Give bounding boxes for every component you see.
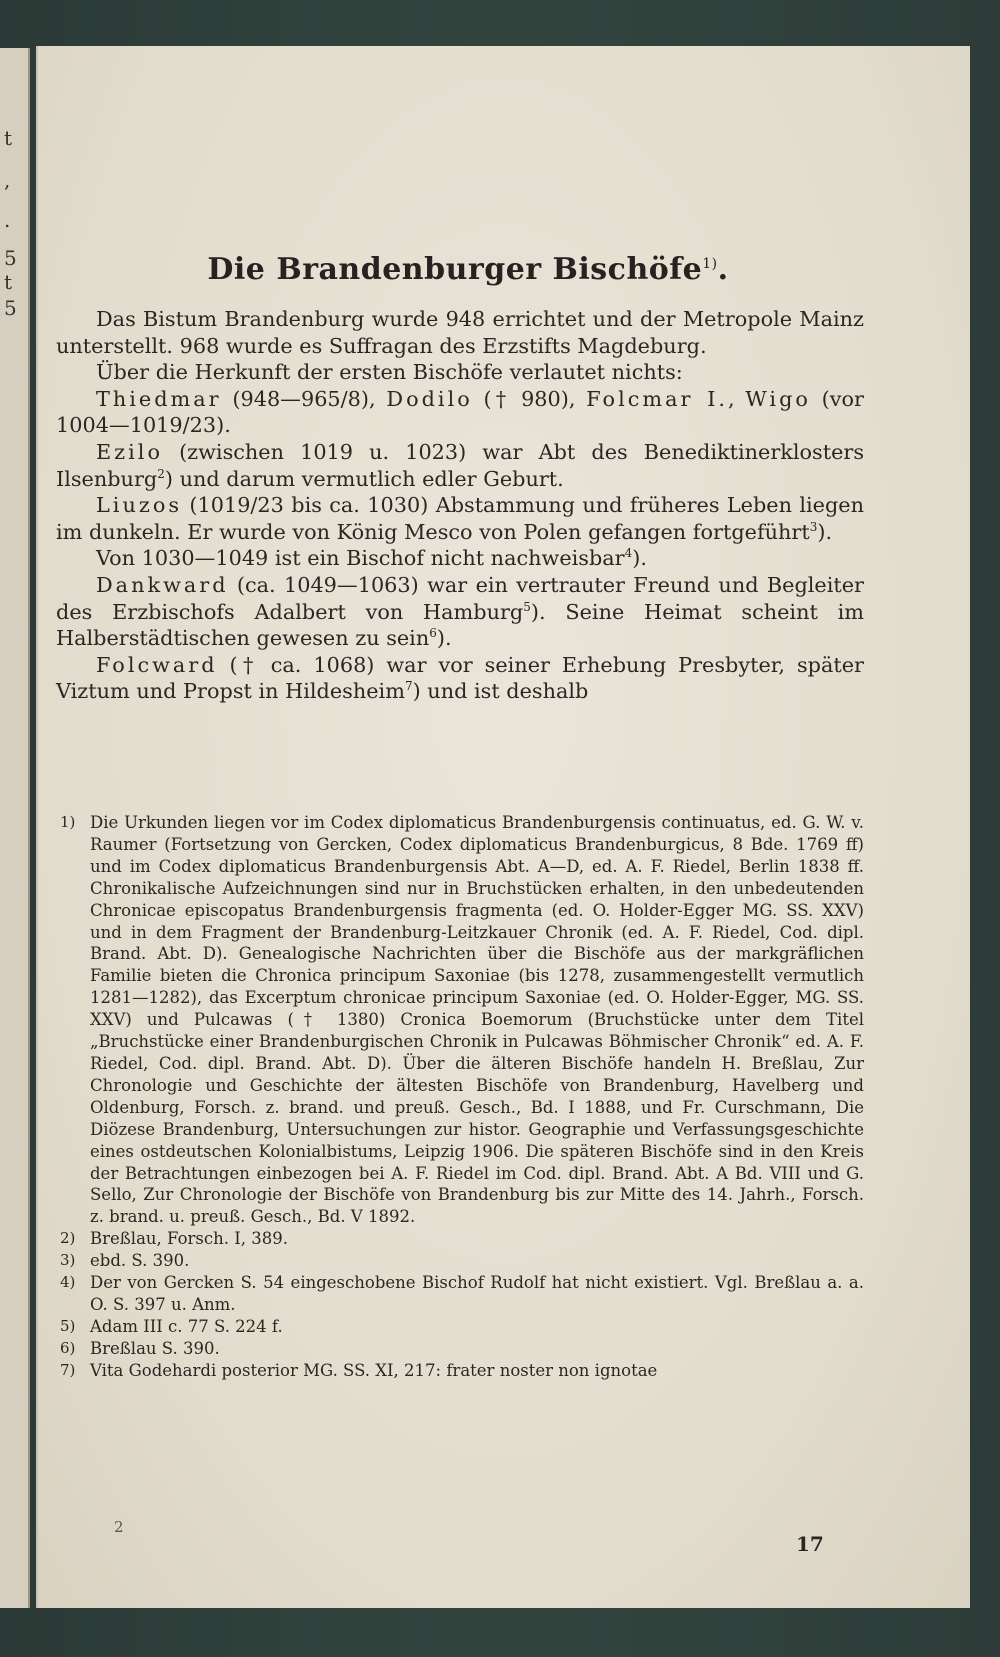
paragraph (56, 306, 864, 359)
footnote (56, 1272, 864, 1316)
page-number: 17 (796, 1532, 824, 1556)
page-title: Die Brandenburger Bischöfe$^{1)}$. (207, 252, 729, 287)
footnote-ref: 7 (404, 679, 413, 694)
paragraph-text: ) und darum vermutlich edler Geburt. (164, 466, 564, 491)
previous-page-edge (0, 48, 30, 1608)
footnote-text: Vita Godehardi posterior MG. SS. XI, 217: frater noster non ignotae (90, 1360, 658, 1380)
paragraph (56, 386, 864, 439)
paragraph-text: ) und ist deshalb (412, 679, 589, 704)
footnotes (56, 812, 864, 1382)
paragraph (56, 545, 864, 572)
footnote (56, 1250, 864, 1272)
paragraph (56, 359, 864, 386)
prev-page-mark: t (4, 126, 13, 150)
paragraph-text: (zwischen 1019 u. 1023) war Abt des Benediktinerklosters Ilsenburg (56, 439, 864, 491)
paragraph-text: ). (817, 519, 833, 544)
prev-page-mark: t (4, 270, 13, 294)
footnote-number: 1) (60, 813, 76, 831)
footnote (56, 1360, 864, 1382)
bishop-name: Dankward (96, 572, 229, 597)
footnote-number: 6) (60, 1338, 76, 1357)
footnote (56, 812, 864, 1228)
prev-page-mark: 5 (4, 296, 17, 320)
paragraph-text: Über die Herkunft der ersten Bischöfe verlautet nichts: (96, 360, 683, 385)
footnote-ref: 6 (429, 626, 437, 641)
footnote-text: Breßlau S. 390. (90, 1338, 220, 1358)
title-footnote-ref: 1) (702, 256, 718, 272)
footnote-ref: 5 (523, 599, 531, 614)
paragraph-text: (1019/23 bis ca. 1030) Abstammung und früheres Leben liegen im dunkeln. Er wurde von König Mesco von Polen gefangen fortgeführt (56, 493, 864, 544)
footnote (56, 1228, 864, 1250)
bishop-name: Ezilo (96, 439, 163, 464)
paragraph-text: ). Seine Heimat scheint im Halberstädtischen gewesen zu sein (56, 599, 864, 651)
paragraph-text: (vor 1004—1019/23). (56, 386, 864, 438)
footnote-number: 3) (60, 1251, 76, 1270)
footnote-text: ebd. S. 390. (90, 1251, 190, 1271)
prev-page-mark: 5 (4, 246, 17, 270)
bishop-name: Wigo (745, 386, 811, 411)
footnote-ref: 4 (624, 546, 633, 561)
footnote-text: Adam III c. 77 S. 224 f. (90, 1316, 283, 1336)
footnote (56, 1316, 864, 1338)
page-title-text: Die Brandenburger Bischöfe (207, 252, 703, 287)
footnote-text: Die Urkunden liegen vor im Codex diplomaticus Brandenburgensis continuatus, ed. G. W. v. Raumer (Fortsetzung von Gercken, Codex diplomaticus Brandenburgicus, 8 Bde. 1769 ff) und im Codex diplomaticus Brandenburgensis Abt. A—D, ed. A. F. Riedel, Berlin 1838 ff. Chronikalische Aufzeichnungen sind nur in Bruchstücken erhalten, in den unbedeutenden Chronicae episcopatus Brandenburgensis fragmenta (ed. O. Holder-Egger MG. SS. XXV) und in dem Fragment der Brandenburg-Leitzkauer Chronik (ed. A. F. Riedel, Cod. dipl. Brand. Abt. D). Genealogische Nachrichten über die Bischöfe aus der markgräflichen Familie bieten die Chronica principum Saxoniae (bis 1278, zusammengestellt vermutlich 1281—1282), das Excerptum chronicae principum Saxoniae (ed. O. Holder-Egger, MG. SS. XXV) und Pulcawas († 1380) Cronica Boemorum (Bruchstücke unter dem Titel „Bruchstücke einer Brandenburgischen Chronik in Pulcawas Böhmischer Chronik“ ed. A. F. Riedel, Cod. dipl. Brand. Abt. D). Über die älteren Bischöfe handeln H. Breßlau, Zur Chronologie und Geschichte der ältesten Bischöfe von Brandenburg, Havelberg und Oldenburg, Forsch. z. brand. und preuß. Gesch., Bd. I 1888, und Fr. Curschmann, Die Diözese Brandenburg, Untersuchungen zur histor. Geographie und Verfassungsgeschichte eines ostdeutschen Kolonialbistums, Leipzig 1906. Die späteren Bischöfe sind in den Kreis der Betrachtungen einbezogen bei A. F. Riedel im Cod. dipl. Brand. Abt. A Bd. VIII und G. Sello, Zur Chronologie der Bischöfe von Brandenburg bis zur Mitte des 14. Jahrh., Forsch. z. brand. u. preuß. Gesch., Bd. V 1892. (90, 813, 864, 1227)
book-page (36, 46, 970, 1608)
paragraph (56, 572, 864, 652)
paragraph-text: ). (632, 546, 647, 571)
prev-page-mark: , (4, 168, 11, 192)
paragraph-text: Von 1030—1049 ist ein Bischof nicht nachweisbar (96, 546, 625, 571)
footnote-number: 5) (60, 1316, 76, 1335)
paragraph-text: († 980), (472, 386, 587, 411)
paragraph-text: († ca. 1068) war vor seiner Erhebung Presbyter, später Viztum und Propst in Hildesheim (56, 652, 864, 704)
bishop-name: Folcward (96, 652, 218, 677)
footnote-number: 7) (60, 1360, 76, 1379)
paragraph-text: (948—965/8), (221, 386, 387, 411)
footnote (56, 1338, 864, 1360)
paragraph (56, 652, 864, 705)
bishop-name: Thiedmar (96, 386, 222, 411)
paragraph-text: Das Bistum Brandenburg wurde 948 errichtet und der Metropole Mainz unterstellt. 968 wurde es Suffragan des Erzstifts Magdeburg. (56, 307, 864, 358)
footnote-number: 2) (60, 1229, 76, 1248)
paragraph (56, 439, 864, 492)
body-text (56, 306, 864, 705)
footnote-ref: 2 (157, 466, 165, 481)
paragraph-text: , (728, 386, 746, 411)
bishop-name: Liuzos (96, 493, 183, 518)
paragraph-text: (ca. 1049—1063) war ein vertrauter Freund und Begleiter des Erzbischofs Adalbert von Hamburg (56, 572, 864, 624)
prev-page-mark: . (4, 208, 11, 232)
bishop-name: Folcmar I. (586, 386, 729, 411)
bishop-name: Dodilo (386, 386, 473, 411)
paragraph-text: ). (436, 626, 452, 651)
footnote-ref: 3 (809, 519, 818, 534)
signature-mark: 2 (114, 1518, 124, 1536)
footnote-text: Breßlau, Forsch. I, 389. (90, 1229, 288, 1249)
paragraph (56, 492, 864, 545)
footnote-text: Der von Gercken S. 54 eingeschobene Bischof Rudolf hat nicht existiert. Vgl. Breßlau a. a. O. S. 397 u. Anm. (90, 1273, 864, 1314)
footnote-number: 4) (60, 1273, 76, 1292)
